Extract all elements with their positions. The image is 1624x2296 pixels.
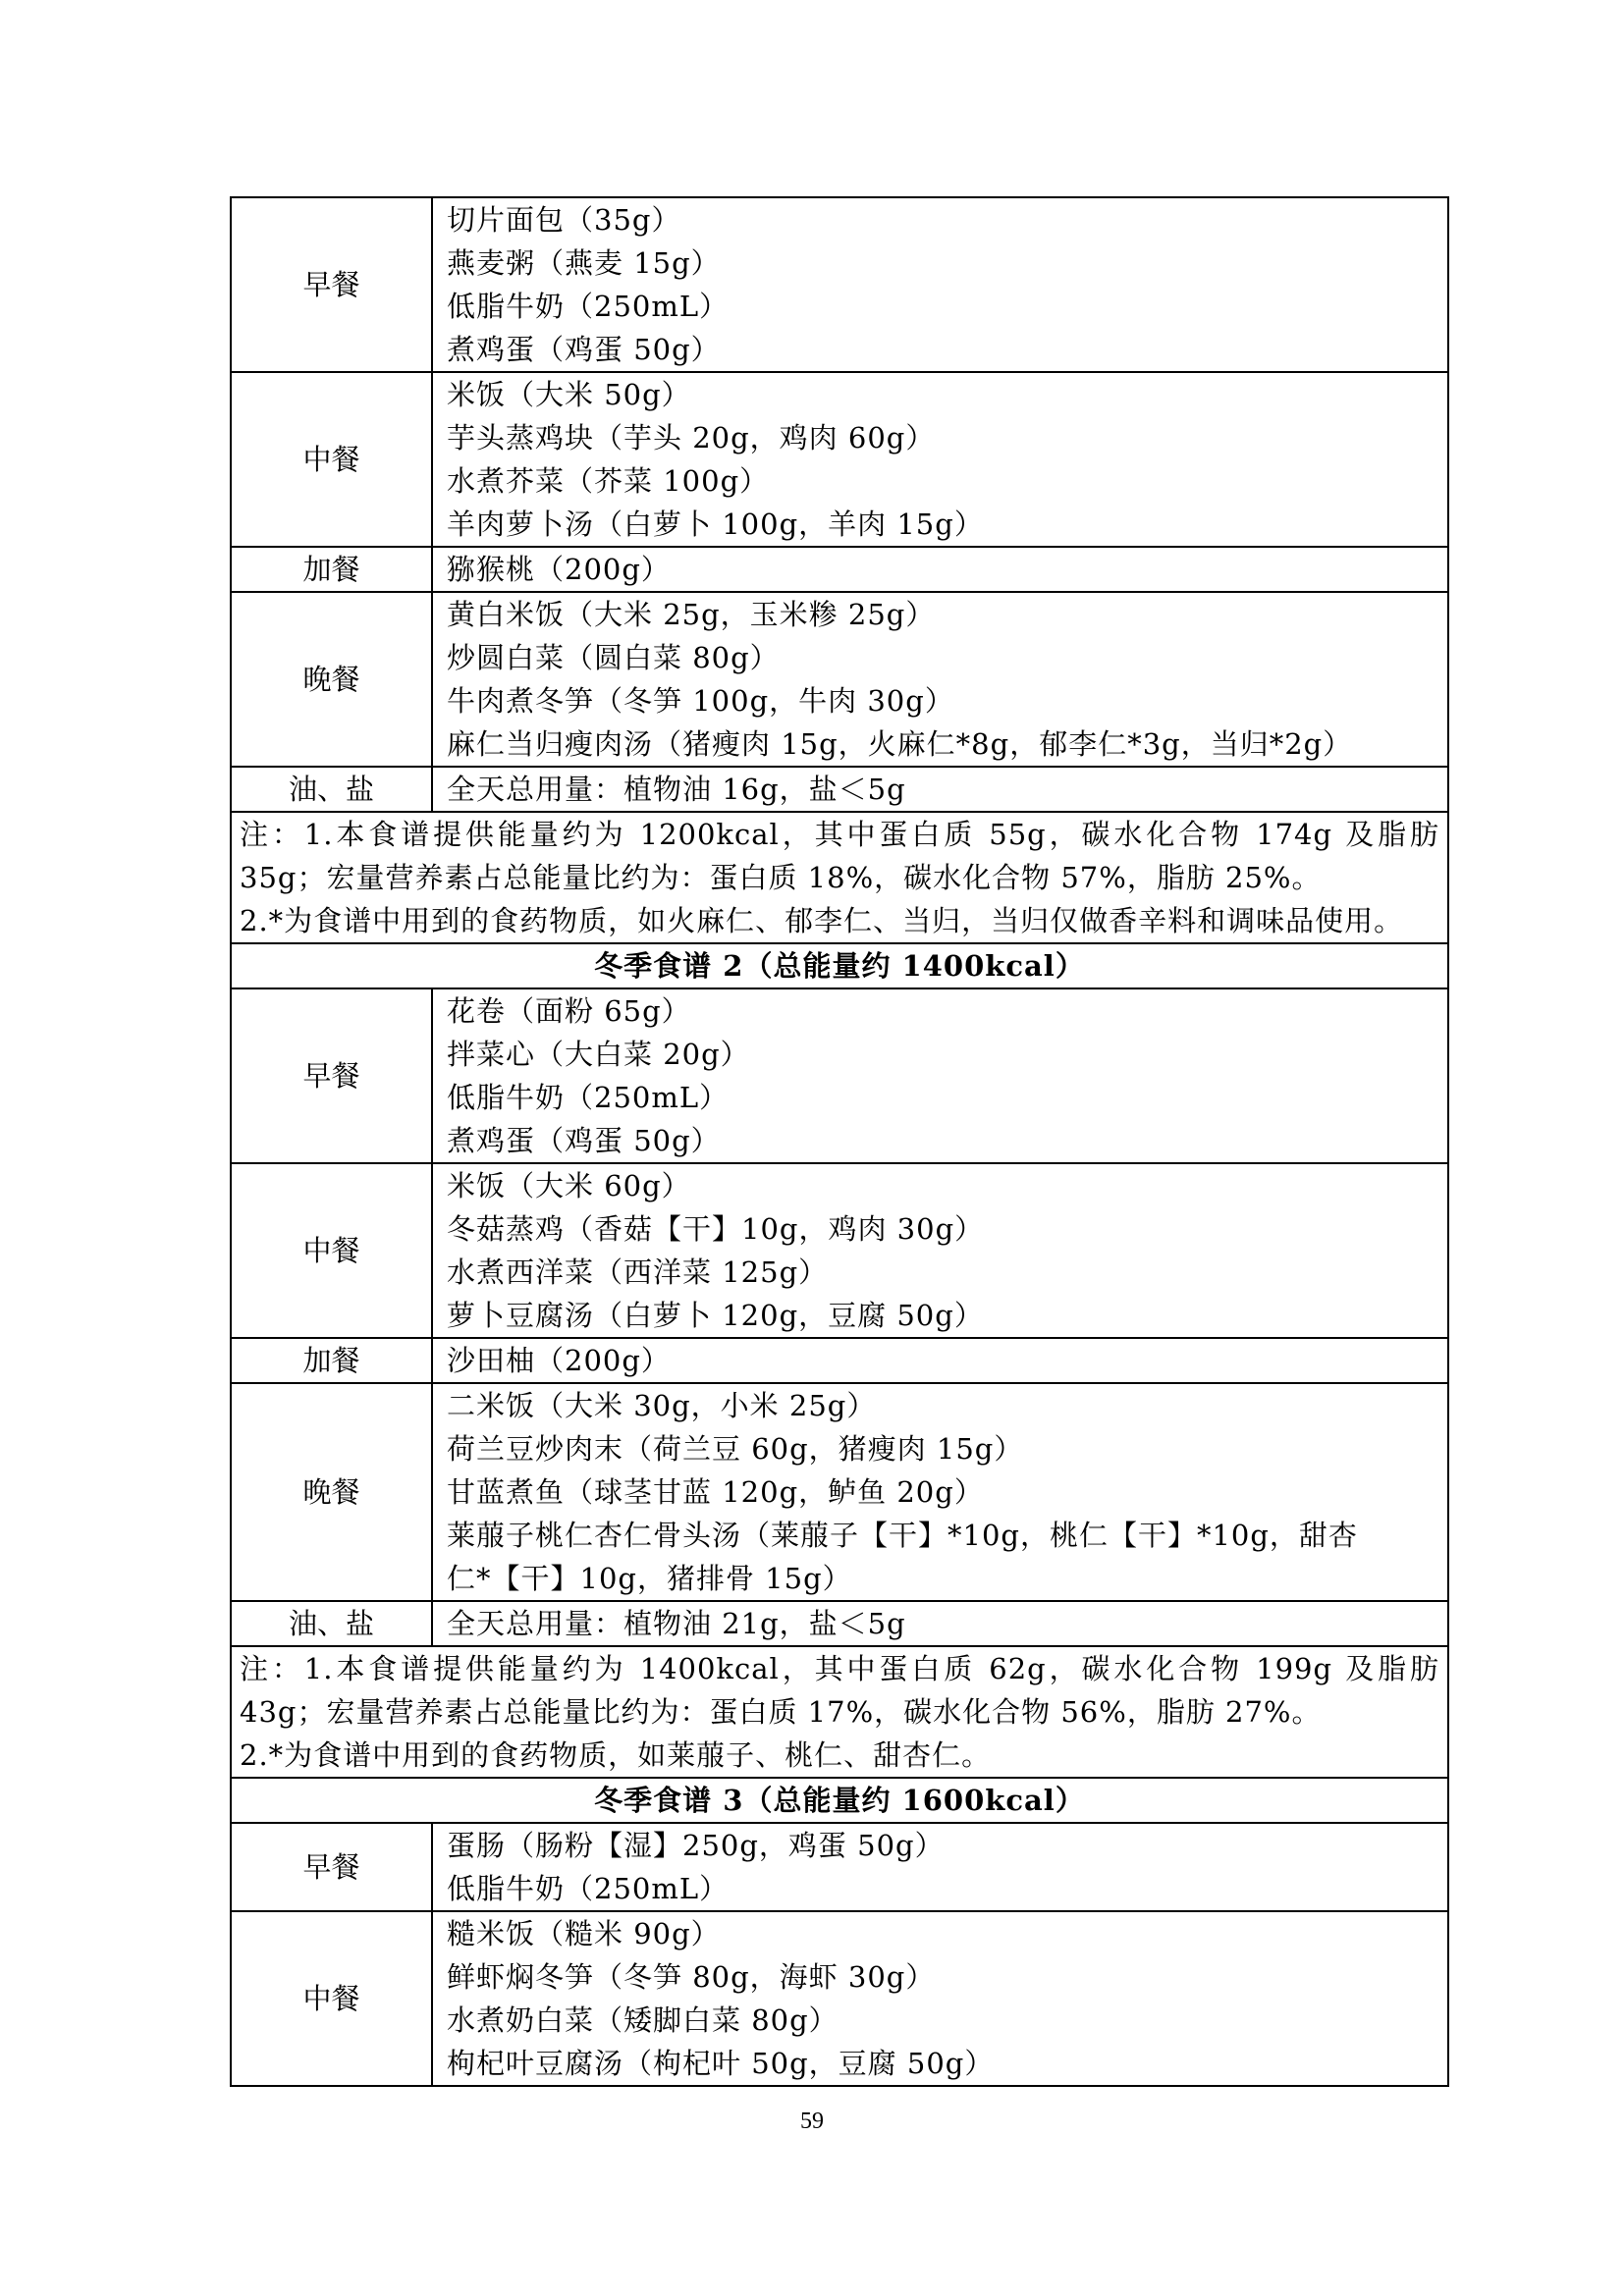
food-item: 猕猴桃（200g） xyxy=(447,553,671,586)
food-item: 炒圆白菜（圆白菜 80g） xyxy=(447,641,780,674)
note-paragraph: 2.*为食谱中用到的食药物质，如火麻仁、郁李仁、当归，当归仅做香辛料和调味品使用。 xyxy=(240,904,1404,937)
food-item: 煮鸡蛋（鸡蛋 50g） xyxy=(447,333,721,366)
food-item: 蛋肠（肠粉【湿】250g，鸡蛋 50g） xyxy=(447,1829,945,1862)
section-title: 冬季食谱 3（总能量约 1600kcal） xyxy=(231,1778,1448,1823)
meal-row xyxy=(231,1823,1448,1911)
page-number: 59 xyxy=(800,2109,824,2134)
food-item: 莱菔子桃仁杏仁骨头汤（莱菔子【干】*10g，桃仁【干】*10g，甜杏 xyxy=(447,1519,1358,1552)
food-item: 二米饭（大米 30g，小米 25g） xyxy=(447,1389,877,1422)
recipe-table-body xyxy=(231,197,1448,2086)
food-item: 花卷（面粉 65g） xyxy=(447,994,691,1028)
food-item: 芋头蒸鸡块（芋头 20g，鸡肉 60g） xyxy=(447,421,936,454)
note-paragraph: 注：1.本食谱提供能量约为 1200kcal，其中蛋白质 55g，碳水化合物 174g 及脂肪 35g；宏量营养素占总能量比约为：蛋白质 18%，碳水化合物 57%，脂肪 25%。 xyxy=(240,818,1439,894)
meal-row xyxy=(231,988,1448,1163)
food-item: 糙米饭（糙米 90g） xyxy=(447,1917,721,1950)
meal-row xyxy=(231,1338,1448,1383)
notes-row xyxy=(231,812,1448,943)
meal-row xyxy=(231,1383,1448,1601)
section-title: 冬季食谱 2（总能量约 1400kcal） xyxy=(231,943,1448,988)
note-paragraph: 2.*为食谱中用到的食药物质，如莱菔子、桃仁、甜杏仁。 xyxy=(240,1738,992,1772)
food-item: 燕麦粥（燕麦 15g） xyxy=(447,246,721,280)
food-item: 水煮奶白菜（矮脚白菜 80g） xyxy=(447,2003,839,2037)
note-paragraph: 注：1.本食谱提供能量约为 1400kcal，其中蛋白质 62g，碳水化合物 199g 及脂肪 43g；宏量营养素占总能量比约为：蛋白质 17%，碳水化合物 56%，脂肪 27%。 xyxy=(240,1652,1439,1729)
meal-name: 中餐 xyxy=(231,1163,432,1338)
food-item: 黄白米饭（大米 25g，玉米糁 25g） xyxy=(447,598,936,631)
meal-row xyxy=(231,547,1448,592)
notes-row xyxy=(231,1646,1448,1778)
meal-items xyxy=(432,1338,1448,1383)
meal-name: 油、盐 xyxy=(231,1601,432,1646)
meal-name: 中餐 xyxy=(231,1911,432,2086)
meal-items xyxy=(432,1383,1448,1601)
meal-name: 油、盐 xyxy=(231,767,432,812)
meal-row xyxy=(231,592,1448,767)
food-item: 麻仁当归瘦肉汤（猪瘦肉 15g，火麻仁*8g，郁李仁*3g，当归*2g） xyxy=(447,727,1353,761)
food-item: 切片面包（35g） xyxy=(447,203,681,237)
food-item: 鲜虾焖冬笋（冬笋 80g，海虾 30g） xyxy=(447,1960,936,1994)
food-item: 冬菇蒸鸡（香菇【干】10g，鸡肉 30g） xyxy=(447,1212,985,1246)
food-item: 牛肉煮冬笋（冬笋 100g，牛肉 30g） xyxy=(447,684,954,718)
meal-name: 早餐 xyxy=(231,1823,432,1911)
meal-name: 加餐 xyxy=(231,547,432,592)
food-item: 煮鸡蛋（鸡蛋 50g） xyxy=(447,1124,721,1157)
food-item: 米饭（大米 60g） xyxy=(447,1169,691,1202)
meal-row xyxy=(231,372,1448,547)
meal-items xyxy=(432,592,1448,767)
meal-row xyxy=(231,1601,1448,1646)
meal-items xyxy=(432,1911,1448,2086)
food-item: 低脂牛奶（250mL） xyxy=(447,1081,730,1114)
meal-name: 中餐 xyxy=(231,372,432,547)
meal-name: 早餐 xyxy=(231,988,432,1163)
meal-name: 早餐 xyxy=(231,197,432,372)
food-item: 低脂牛奶（250mL） xyxy=(447,290,730,323)
food-item: 沙田柚（200g） xyxy=(447,1344,671,1377)
meal-items xyxy=(432,547,1448,592)
meal-items xyxy=(432,197,1448,372)
food-item: 米饭（大米 50g） xyxy=(447,378,691,411)
meal-row xyxy=(231,197,1448,372)
food-item: 仁*【干】10g，猪排骨 15g） xyxy=(447,1562,852,1595)
notes-cell xyxy=(231,812,1448,943)
section-title-row xyxy=(231,1778,1448,1823)
meal-items xyxy=(432,988,1448,1163)
food-item: 枸杞叶豆腐汤（枸杞叶 50g，豆腐 50g） xyxy=(447,2047,995,2080)
notes-cell xyxy=(231,1646,1448,1778)
meal-row xyxy=(231,1163,1448,1338)
meal-items xyxy=(432,372,1448,547)
meal-row xyxy=(231,767,1448,812)
food-item: 全天总用量：植物油 21g，盐＜5g xyxy=(447,1607,906,1640)
meal-name: 加餐 xyxy=(231,1338,432,1383)
food-item: 全天总用量：植物油 16g，盐＜5g xyxy=(447,773,906,806)
meal-name: 晚餐 xyxy=(231,592,432,767)
section-title-row xyxy=(231,943,1448,988)
food-item: 拌菜心（大白菜 20g） xyxy=(447,1038,750,1071)
meal-row xyxy=(231,1911,1448,2086)
food-item: 水煮西洋菜（西洋菜 125g） xyxy=(447,1255,829,1289)
food-item: 萝卜豆腐汤（白萝卜 120g，豆腐 50g） xyxy=(447,1299,984,1332)
food-item: 甘蓝煮鱼（球茎甘蓝 120g，鲈鱼 20g） xyxy=(447,1475,984,1509)
food-item: 低脂牛奶（250mL） xyxy=(447,1872,730,1905)
meal-items xyxy=(432,1601,1448,1646)
food-item: 水煮芥菜（芥菜 100g） xyxy=(447,464,770,498)
meal-name: 晚餐 xyxy=(231,1383,432,1601)
meal-items xyxy=(432,1823,1448,1911)
meal-items xyxy=(432,767,1448,812)
recipe-table xyxy=(230,196,1449,2087)
food-item: 荷兰豆炒肉末（荷兰豆 60g，猪瘦肉 15g） xyxy=(447,1432,1024,1466)
meal-items xyxy=(432,1163,1448,1338)
food-item: 羊肉萝卜汤（白萝卜 100g，羊肉 15g） xyxy=(447,507,984,541)
